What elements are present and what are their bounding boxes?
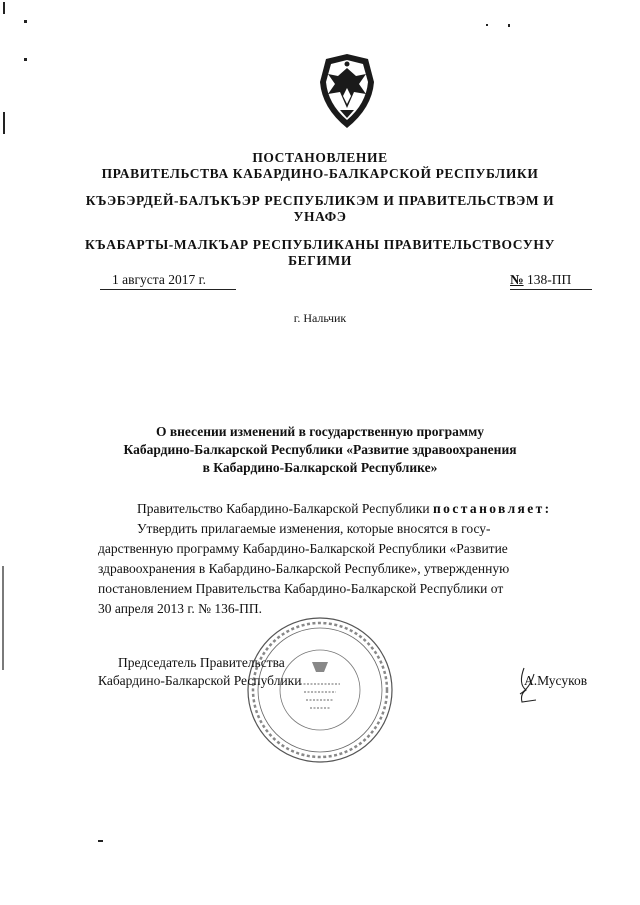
kabardian-title-line2: УНАФЭ — [293, 209, 347, 224]
body-line2: дарственную программу Кабардино-Балкарской Республики «Развитие — [98, 541, 508, 556]
subject-line1: О внесении изменений в государственную программу — [155, 424, 485, 439]
body-line5: 30 апреля 2013 г. № 136-ПП. — [98, 601, 262, 616]
scan-margin-mark — [508, 24, 510, 27]
scan-margin-mark — [24, 20, 27, 23]
decree-number — [510, 272, 571, 288]
kabardian-title-line1: КЪЭБЭРДЕЙ-БАЛЪКЪЭР РЕСПУБЛИКЭМ И ПРАВИТЕЛЬСТВЭМ И — [85, 193, 555, 208]
decree-intro — [137, 499, 552, 519]
date-underline — [100, 289, 236, 290]
signatory-title-line1: Председатель Правительства — [118, 655, 285, 670]
body-line1: Утвердить прилагаемые изменения, которые вносятся в госу- — [137, 521, 491, 536]
decree-intro-text: Правительство Кабардино-Балкарской Республики — [137, 501, 430, 516]
body-line3: здравоохранения в Кабардино-Балкарской Республике», утвержденную — [98, 561, 510, 576]
scan-margin-mark — [3, 112, 5, 134]
scan-margin-mark — [486, 24, 488, 26]
scan-margin-mark — [98, 840, 103, 842]
subject-line3: в Кабардино-Балкарской Республике» — [202, 460, 438, 475]
decree-date: 1 августа 2017 г. — [112, 272, 206, 287]
body-line4: постановлением Правительства Кабардино-Балкарской Республики от — [98, 581, 504, 596]
balkar-title-line2: БЕГИМИ — [288, 253, 352, 268]
coat-of-arms-emblem — [316, 52, 378, 130]
official-seal-stamp — [244, 614, 396, 766]
number-sign: № — [510, 272, 524, 287]
scan-margin-mark — [2, 566, 4, 670]
scan-margin-mark — [3, 2, 5, 14]
document-title: ПОСТАНОВЛЕНИЕ — [252, 150, 388, 165]
balkar-title-line1: КЪАБАРТЫ-МАЛКЪАР РЕСПУБЛИКАНЫ ПРАВИТЕЛЬСТВОСУНУ — [84, 237, 556, 252]
subject-line2: Кабардино-Балкарской Республики «Развитие здравоохранения — [123, 442, 517, 457]
scan-margin-mark — [24, 58, 27, 61]
signatory-title-line2: Кабардино-Балкарской Республики — [98, 673, 302, 688]
signatory-name: А.Мусуков — [524, 673, 588, 688]
decree-verb: постановляет: — [433, 501, 552, 516]
number-value: 138-ПП — [526, 272, 572, 287]
government-name: ПРАВИТЕЛЬСТВА КАБАРДИНО-БАЛКАРСКОЙ РЕСПУБЛИКИ — [101, 166, 539, 181]
number-underline — [510, 289, 592, 290]
city-name: г. Нальчик — [293, 311, 347, 325]
